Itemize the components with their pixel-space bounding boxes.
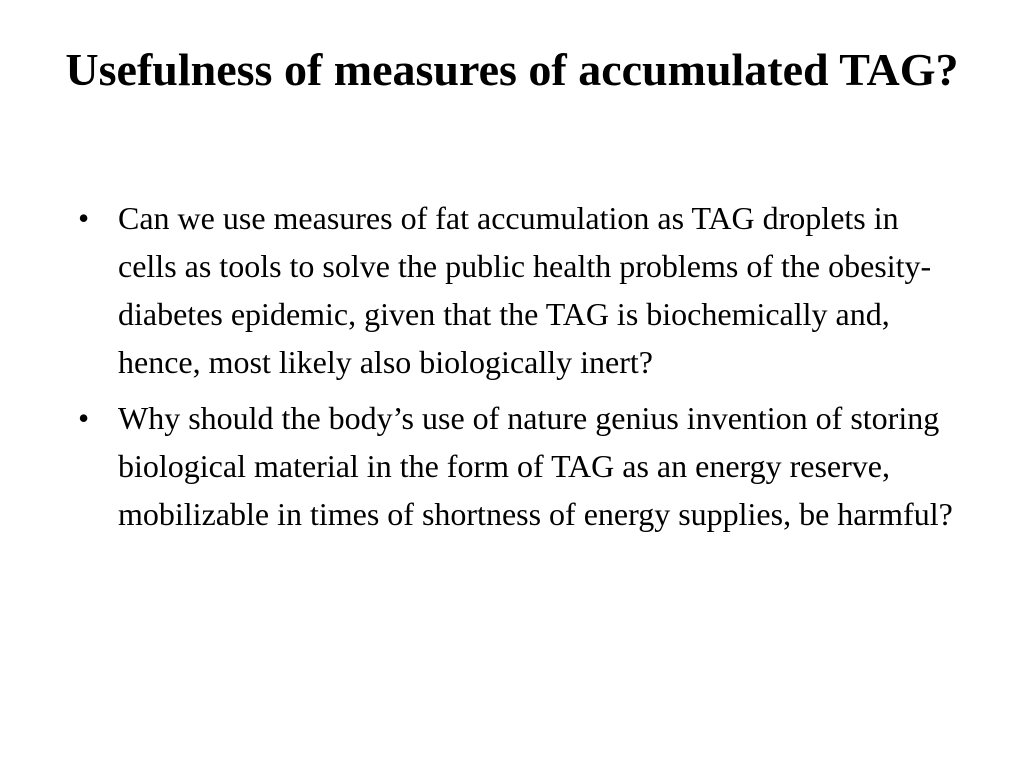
bullet-marker: • xyxy=(78,400,90,436)
bullet-text: Why should the body’s use of nature genius invention of storing biological material in the form of TAG as an energy reserve, mobilizable in times of shortness of energy supplies, be harmful? xyxy=(118,400,953,532)
bullet-item xyxy=(74,194,954,386)
slide-title: Usefulness of measures of accumulated TAG? xyxy=(65,44,959,95)
bullet-item xyxy=(74,394,954,538)
bullet-list xyxy=(74,194,954,546)
bullet-text: Can we use measures of fat accumulation as TAG droplets in cells as tools to solve the public health problems of the obesity-diabetes epidemic, given that the TAG is biochemically and, hence, most likely also biologically inert? xyxy=(118,200,932,380)
bullet-marker: • xyxy=(78,200,90,236)
